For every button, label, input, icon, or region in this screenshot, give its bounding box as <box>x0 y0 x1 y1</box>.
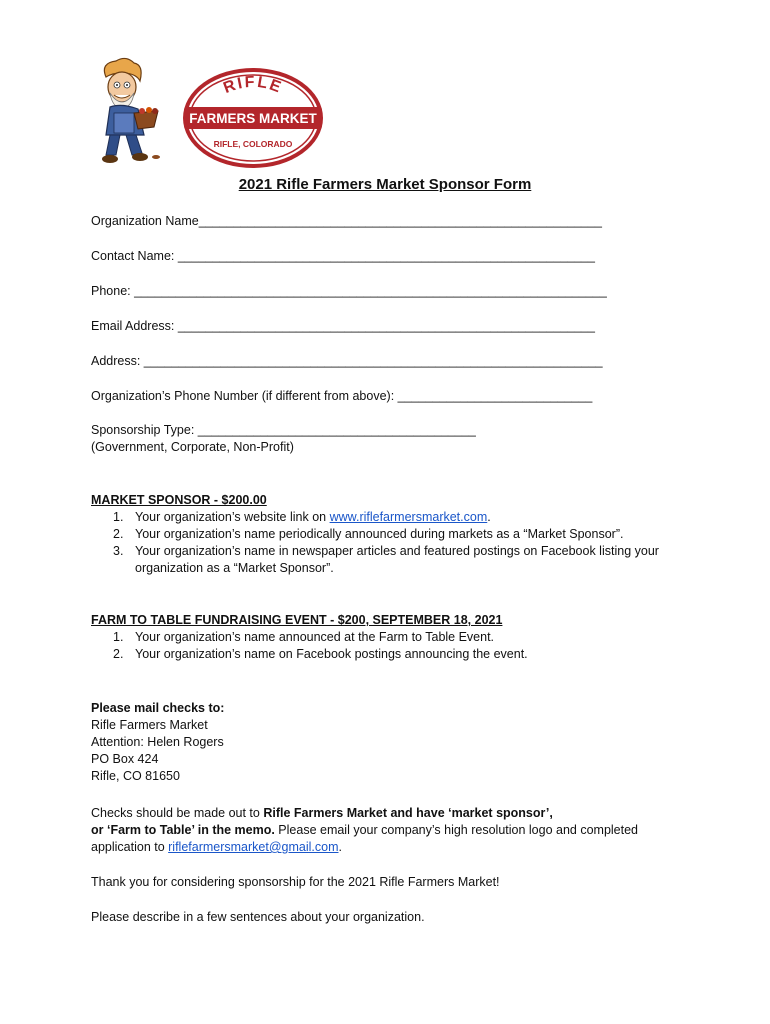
farm-to-table-section <box>91 612 695 663</box>
list-item: 3. Your organization’s name in newspaper articles and featured postings on Facebook listing your organization as a “Market Sponsor”. <box>113 544 659 575</box>
market-sponsor-heading: MARKET SPONSOR - $200.00 <box>91 493 267 507</box>
logo-line-1: RIFLE <box>221 73 285 98</box>
header-logos <box>92 55 332 170</box>
market-sponsor-section <box>91 492 695 577</box>
list-item: 1. Your organization’s website link on www.riflefarmersmarket.com. <box>113 510 491 524</box>
list-item: 2. Your organization’s name periodically announced during markets as a “Market Sponsor”. <box>113 527 624 541</box>
mail-line: Attention: Helen Rogers <box>91 735 224 749</box>
logo-line-2: FARMERS MARKET <box>189 111 317 126</box>
mail-checks-heading: Please mail checks to: <box>91 701 225 715</box>
describe-organization-prompt: Please describe in a few sentences about your organization. <box>91 910 425 924</box>
address-field[interactable]: Address: __________________________________________________________________ <box>91 354 603 368</box>
farm-to-table-list <box>91 629 695 663</box>
checks-paragraph: Checks should be made out to Rifle Farmers Market and have ‘market sponsor’, or ‘Farm to Table’ in the memo. Please email your company’s high resolution logo and completed application to riflefarmersmarket@gmail.com. <box>91 806 639 854</box>
organization-name-field[interactable]: Organization Name__________________________________________________________ <box>91 214 602 228</box>
form-title: 2021 Rifle Farmers Market Sponsor Form <box>238 176 532 193</box>
mail-line: Rifle, CO 81650 <box>91 769 180 783</box>
list-item: 2. Your organization’s name on Facebook postings announcing the event. <box>113 647 528 661</box>
organization-phone-field[interactable]: Organization’s Phone Number (if different from above): ____________________________ <box>91 389 593 403</box>
mailing-address-block <box>91 700 224 785</box>
phone-field[interactable]: Phone: ____________________________________________________________________ <box>91 284 607 298</box>
logo-line-3: RIFLE, COLORADO <box>213 139 293 149</box>
email-address-field[interactable]: Email Address: ____________________________________________________________ <box>91 319 595 333</box>
list-item: 1. Your organization’s name announced at the Farm to Table Event. <box>113 630 495 644</box>
farmer-mascot-illustration <box>92 55 172 167</box>
sponsorship-type-field[interactable]: Sponsorship Type: ________________________________________ <box>91 423 476 437</box>
farm-to-table-heading: FARM TO TABLE FUNDRAISING EVENT - $200, SEPTEMBER 18, 2021 <box>91 613 503 627</box>
mail-line: Rifle Farmers Market <box>91 718 208 732</box>
sponsorship-type-options: (Government, Corporate, Non-Profit) <box>91 440 294 454</box>
rifle-farmers-market-logo <box>180 65 326 171</box>
email-link[interactable]: riflefarmersmarket@gmail.com <box>168 840 339 854</box>
contact-name-field[interactable]: Contact Name: ____________________________________________________________ <box>91 249 595 263</box>
thank-you-text: Thank you for considering sponsorship for the 2021 Rifle Farmers Market! <box>91 875 500 889</box>
website-link[interactable]: www.riflefarmersmarket.com <box>329 510 488 524</box>
market-sponsor-list <box>91 509 695 577</box>
mail-line: PO Box 424 <box>91 752 159 766</box>
